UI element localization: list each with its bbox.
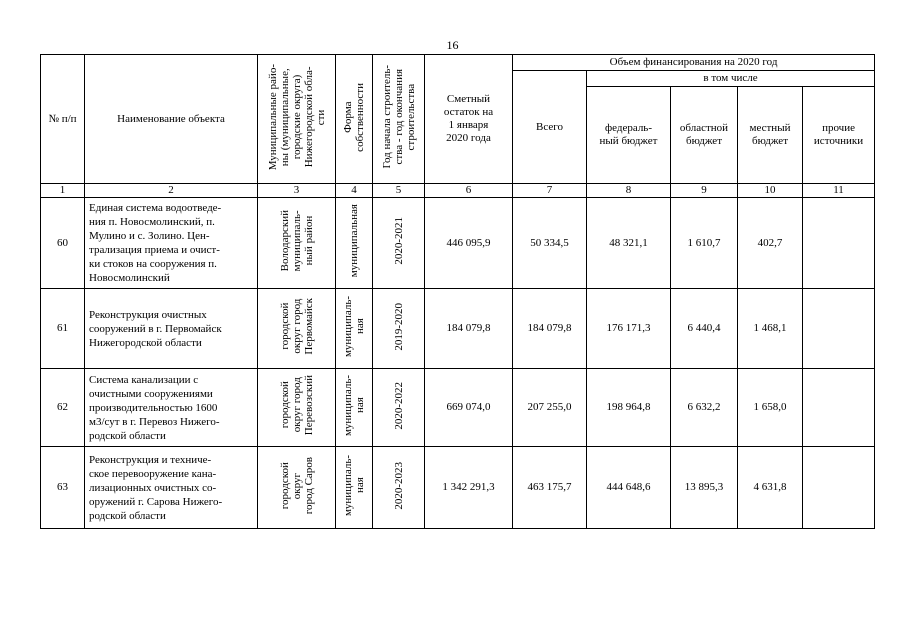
row-object-name: Единая система водоотведе- ния п. Новосмолинский, п. Мулино и с. Золино. Цен- трализация приема и очист- ки стоков на сооружения п. Новосмолинский xyxy=(85,198,258,289)
row-total: 207 255,0 xyxy=(513,369,587,447)
row-years: 2020-2023 xyxy=(373,447,425,529)
header-total: Всего xyxy=(513,71,587,184)
row-num: 62 xyxy=(41,369,85,447)
row-federal: 444 648,6 xyxy=(587,447,671,529)
column-number: 2 xyxy=(85,184,258,198)
table-row xyxy=(41,289,875,369)
header-years: Год начала строитель- ства - год окончания строительства xyxy=(373,55,425,184)
row-remainder: 1 342 291,3 xyxy=(425,447,513,529)
row-federal: 48 321,1 xyxy=(587,198,671,289)
row-other xyxy=(803,447,875,529)
column-number: 4 xyxy=(336,184,373,198)
row-district: городской округ город Первомайск xyxy=(258,289,336,369)
header-funding-title: Объем финансирования на 2020 год xyxy=(513,55,875,71)
header-federal: федераль- ный бюджет xyxy=(587,87,671,184)
header-other: прочие источники xyxy=(803,87,875,184)
row-other xyxy=(803,198,875,289)
column-number: 11 xyxy=(803,184,875,198)
row-total: 463 175,7 xyxy=(513,447,587,529)
column-number: 8 xyxy=(587,184,671,198)
header-district: Муниципальные райо- ны (муниципальные, городские округа) Нижегородской обла- сти xyxy=(258,55,336,184)
row-remainder: 446 095,9 xyxy=(425,198,513,289)
row-district: городской округ город Саров xyxy=(258,447,336,529)
row-total: 50 334,5 xyxy=(513,198,587,289)
column-number: 9 xyxy=(671,184,738,198)
row-local: 1 658,0 xyxy=(738,369,803,447)
row-federal: 176 171,3 xyxy=(587,289,671,369)
row-object-name: Реконструкция очистных сооружений в г. Первомайск Нижегородской области xyxy=(85,289,258,369)
table-row xyxy=(41,369,875,447)
column-number: 10 xyxy=(738,184,803,198)
row-num: 63 xyxy=(41,447,85,529)
row-years: 2019-2020 xyxy=(373,289,425,369)
row-years: 2020-2022 xyxy=(373,369,425,447)
row-ownership: муниципальная xyxy=(336,198,373,289)
row-total: 184 079,8 xyxy=(513,289,587,369)
column-number-row xyxy=(41,184,875,198)
row-local: 4 631,8 xyxy=(738,447,803,529)
row-ownership: муниципаль- ная xyxy=(336,447,373,529)
row-remainder: 184 079,8 xyxy=(425,289,513,369)
row-other xyxy=(803,289,875,369)
row-object-name: Реконструкция и техниче- ское перевооружение кана- лизационных очистных со- оружений г. Сарова Нижего- родской области xyxy=(85,447,258,529)
row-regional: 6 632,2 xyxy=(671,369,738,447)
financing-table xyxy=(40,54,875,529)
row-regional: 1 610,7 xyxy=(671,198,738,289)
header-remainder: Сметный остаток на 1 января 2020 года xyxy=(425,55,513,184)
row-district: Володарский муниципаль- ный район xyxy=(258,198,336,289)
row-regional: 6 440,4 xyxy=(671,289,738,369)
column-number: 1 xyxy=(41,184,85,198)
column-number: 5 xyxy=(373,184,425,198)
row-local: 402,7 xyxy=(738,198,803,289)
column-number: 6 xyxy=(425,184,513,198)
header-including: в том числе xyxy=(587,71,875,87)
row-regional: 13 895,3 xyxy=(671,447,738,529)
row-federal: 198 964,8 xyxy=(587,369,671,447)
table-row xyxy=(41,198,875,289)
row-district: городской округ город Перевозский xyxy=(258,369,336,447)
row-ownership: муниципаль- ная xyxy=(336,289,373,369)
header-ownership: Форма собственности xyxy=(336,55,373,184)
row-other xyxy=(803,369,875,447)
column-number: 3 xyxy=(258,184,336,198)
row-num: 60 xyxy=(41,198,85,289)
header-regional: областной бюджет xyxy=(671,87,738,184)
row-object-name: Система канализации с очистными сооружениями производительностью 1600 м3/сут в г. Перевоз Нижего- родской области xyxy=(85,369,258,447)
header-local: местный бюджет xyxy=(738,87,803,184)
row-local: 1 468,1 xyxy=(738,289,803,369)
row-years: 2020-2021 xyxy=(373,198,425,289)
row-num: 61 xyxy=(41,289,85,369)
row-remainder: 669 074,0 xyxy=(425,369,513,447)
column-number: 7 xyxy=(513,184,587,198)
header-num: № п/п xyxy=(41,55,85,184)
table-row xyxy=(41,447,875,529)
page-number: 16 xyxy=(446,38,459,52)
header-name: Наименование объекта xyxy=(85,55,258,184)
row-ownership: муниципаль- ная xyxy=(336,369,373,447)
